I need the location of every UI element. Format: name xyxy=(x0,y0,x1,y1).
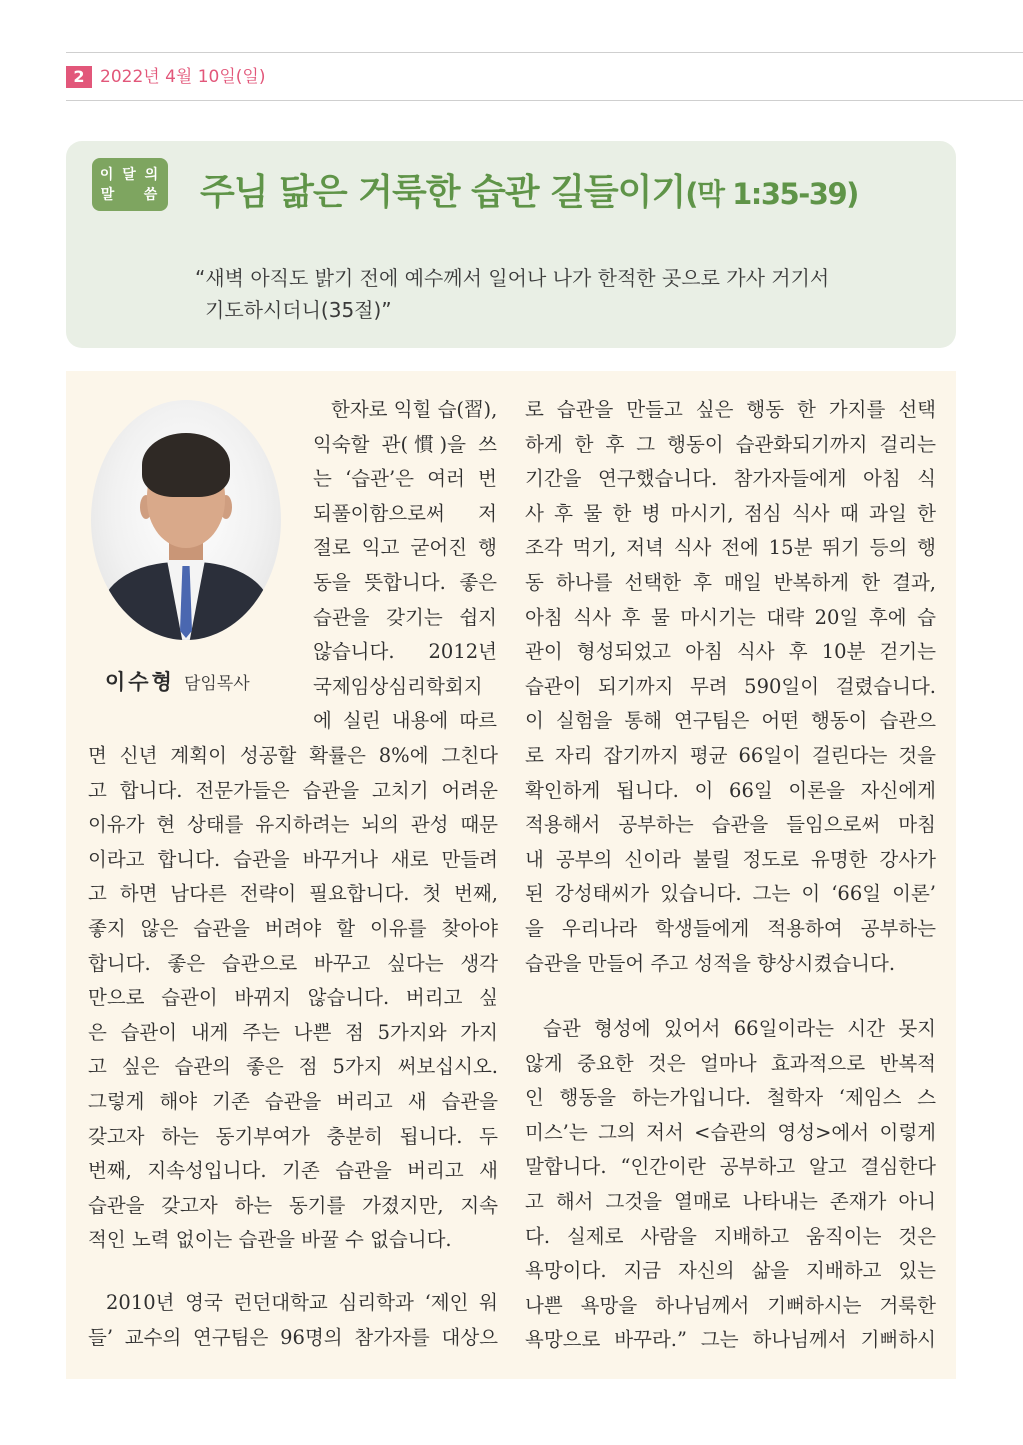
article-line: 한자로 익힐 습(習), xyxy=(331,398,497,421)
article-line: 않게 중요한 것은 얼마나 효과적으로 반복적 xyxy=(525,1051,936,1075)
article-line: 을 우리나라 학생들에게 적용하여 공부하는 xyxy=(525,916,936,940)
article-line: 인 행동을 하는가입니다. 철학자 ‘제임스 스 xyxy=(525,1086,936,1110)
article-line: 되풀이함으로써 저 xyxy=(313,501,497,525)
article-line: 습관을 갖고자 하는 동기를 가졌지만, 지속 xyxy=(88,1193,498,1217)
article-line: 습관 형성에 있어서 66일이라는 시간 못지 xyxy=(543,1017,936,1040)
header-rule xyxy=(66,100,1023,101)
author-role: 담임목사 xyxy=(183,674,250,694)
article-line: 고 해서 그것을 열매로 나타내는 존재가 아니 xyxy=(525,1189,936,1213)
article-line: 습관이 되기까지 무려 590일이 걸렸습니다. xyxy=(525,674,936,698)
article-line: 이 실험을 통해 연구팀은 어떤 행동이 습관으 xyxy=(525,709,936,733)
badge-line: 말 씀 xyxy=(100,186,160,203)
author-caption xyxy=(105,666,250,696)
article-line: 고 싶은 습관의 좋은 점 5가지 써보십시오. xyxy=(88,1055,498,1079)
article-line: 동 하나를 선택한 후 매일 반복하게 한 결과, xyxy=(525,570,936,594)
article-line: 않습니다. 2012년 xyxy=(313,640,497,664)
article-line: 말합니다. “인간이란 공부하고 알고 결심한다 xyxy=(525,1155,936,1179)
article-line: 그렇게 해야 기존 습관을 버리고 새 습관을 xyxy=(88,1089,498,1113)
article-line: 적용해서 공부하는 습관을 들임으로써 마침 xyxy=(525,813,936,837)
header-rule xyxy=(66,52,1023,53)
badge-line: 이 달 의 xyxy=(99,166,161,183)
article-line: 적인 노력 없이는 습관을 바꿀 수 없습니다. xyxy=(88,1228,452,1252)
article-column-1-middle xyxy=(88,739,498,1258)
verse-line: “새벽 아직도 밝기 전에 예수께서 일어나 나가 한적한 곳으로 가사 거기서 xyxy=(195,266,830,290)
article-line: 기간을 연구했습니다. 참가자들에게 아침 식 xyxy=(525,467,936,491)
sermon-title xyxy=(200,170,858,217)
article-line: 들’ 교수의 연구팀은 96명의 참가자를 대상으 xyxy=(88,1325,498,1349)
article-line: 다. 실제로 사람을 지배하고 움직이는 것은 xyxy=(525,1224,936,1248)
article-line: 나쁜 욕망을 하나님께서 기뻐하시는 거룩한 xyxy=(525,1293,936,1317)
article-line: 이라고 합니다. 습관을 바꾸거나 새로 만들려 xyxy=(88,847,498,871)
article-line: 번째, 지속성입니다. 기존 습관을 버리고 새 xyxy=(88,1159,498,1183)
article-line: 로 습관을 만들고 싶은 행동 한 가지를 선택 xyxy=(525,398,936,421)
article-line: 절로 익고 굳어진 행 xyxy=(313,536,497,560)
scripture-verse xyxy=(195,262,925,326)
article-line: 고 합니다. 전문가들은 습관을 고치기 어려운 xyxy=(88,778,498,802)
article-line: 동을 뜻합니다. 좋은 xyxy=(313,570,497,594)
article-line: 내 공부의 신이라 불릴 정도로 유명한 강사가 xyxy=(525,847,936,871)
article-column-2-top xyxy=(525,393,936,981)
article-line: 욕망으로 바꾸라.” 그는 하나님께서 기뻐하시 xyxy=(525,1328,936,1352)
title-main: 주님 닮은 거룩한 습관 길들이기 xyxy=(200,172,686,213)
article-column-1-top xyxy=(313,393,497,739)
title-reference: (막 1:35-39) xyxy=(685,177,858,211)
article-line: 갖고자 하는 동기부여가 충분히 됩니다. 두 xyxy=(88,1124,498,1148)
article-line: 확인하게 됩니다. 이 66일 이론을 자신에게 xyxy=(525,778,936,802)
article-line: 좋지 않은 습관을 버려야 할 이유를 찾아야 xyxy=(88,916,498,940)
article-line: 는 ‘습관’은 여러 번 xyxy=(313,467,497,491)
article-line: 국제임상심리학회지 xyxy=(313,674,483,698)
article-line: 면 신년 계획이 성공할 확률은 8%에 그친다 xyxy=(88,744,498,767)
page-number: 2 xyxy=(66,66,92,88)
author-name: 이수형 xyxy=(105,670,175,694)
verse-line: 기도하시더니(35절)” xyxy=(205,298,392,322)
article-line: 합니다. 좋은 습관으로 바꾸고 싶다는 생각 xyxy=(88,951,498,975)
issue-date: 2022년 4월 10일(일) xyxy=(100,67,266,87)
article-line: 습관을 갖기는 쉽지 xyxy=(313,605,497,629)
article-line: 로 자리 잡기까지 평균 66일이 걸린다는 것을 xyxy=(525,743,936,767)
article-line: 사 후 물 한 병 마시기, 점심 식사 때 과일 한 xyxy=(525,501,936,525)
section-badge xyxy=(92,158,168,211)
article-line: 습관을 만들어 주고 성적을 향상시켰습니다. xyxy=(525,951,896,975)
article-line: 만으로 습관이 바뀌지 않습니다. 버리고 싶 xyxy=(88,986,498,1010)
article-column-2-bottom xyxy=(525,1012,936,1358)
article-line: 익숙할 관(慣)을 쓰 xyxy=(313,432,497,456)
article-line: 에 실린 내용에 따르 xyxy=(313,709,497,733)
article-line: 미스’는 그의 저서 <습관의 영성>에서 이렇게 xyxy=(525,1120,936,1144)
article-line: 관이 형성되었고 아침 식사 후 10분 걷기는 xyxy=(525,640,936,664)
article-line: 된 강성태씨가 있습니다. 그는 이 ‘66일 이론’ xyxy=(525,882,936,906)
article-line: 욕망이다. 지금 자신의 삶을 지배하고 있는 xyxy=(525,1259,936,1283)
article-line: 이유가 현 상태를 유지하려는 뇌의 관성 때문 xyxy=(88,813,498,837)
article-line: 아침 식사 후 물 마시기는 대략 20일 후에 습 xyxy=(525,605,936,629)
article-line: 조각 먹기, 저녁 식사 전에 15분 뛰기 등의 행 xyxy=(525,536,936,560)
article-line: 고 하면 남다른 전략이 필요합니다. 첫 번째, xyxy=(88,882,498,906)
article-line: 2010년 영국 런던대학교 심리학과 ‘제인 워 xyxy=(106,1291,498,1314)
article-column-1-bottom xyxy=(88,1286,498,1355)
article-line: 은 습관이 내게 주는 나쁜 점 5가지와 가지 xyxy=(88,1020,498,1044)
author-photo xyxy=(91,400,281,640)
article-line: 하게 한 후 그 행동이 습관화되기까지 걸리는 xyxy=(525,432,936,456)
